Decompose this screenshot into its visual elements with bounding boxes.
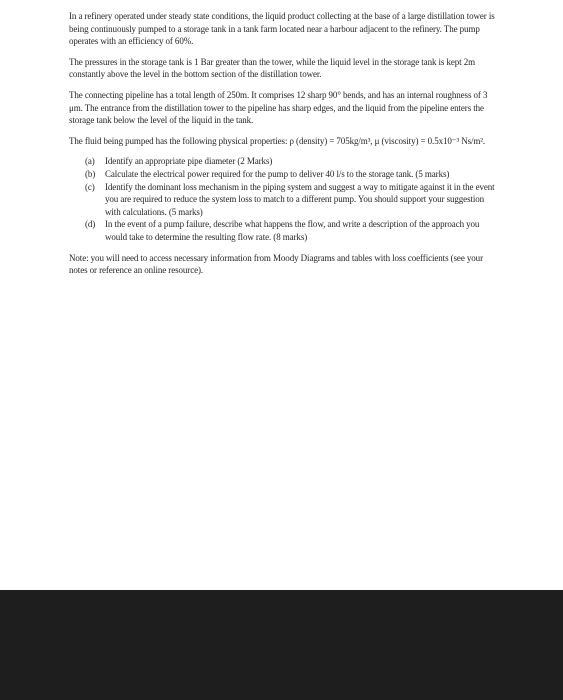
question-text: In the event of a pump failure, describe what happens the flow, and write a description of the approach you would take to determine the resulting flow rate. (8 marks) (105, 219, 480, 242)
paragraph-pipeline: The connecting pipeline has a total length of 250m. It comprises 12 sharp 90° bends, and has an internal roughness of 3 μm. The entrance from the distillation tower to the pipeline has sharp edges, and the liquid from the pipeline enters the storage tank below the level of the liquid in the tank. (69, 89, 488, 126)
question-item (69, 218, 501, 243)
document-body (69, 10, 501, 285)
question-letter: (a) (85, 156, 95, 167)
paragraph-intro: In a refinery operated under steady state conditions, the liquid product collecting at the base of a large distillation tower is being continuously pumped to a storage tank in a tank farm located near a harbour adjacent to the refinery. The pump operates with an efficiency of 60%. (69, 11, 495, 47)
paragraph-pressure: The pressures in the storage tank is 1 Bar greater than the tower, while the liquid level in the storage tank is kept 2m constantly above the level in the bottom section of the distillation tower. (69, 56, 476, 80)
question-letter: (b) (85, 168, 96, 179)
question-list (69, 155, 501, 243)
question-item (69, 181, 501, 219)
paragraph-properties: The fluid being pumped has the following physical properties: ρ (density) = 705kg/m³, μ (viscosity) = 0.5x10⁻³ Ns/m². (69, 135, 486, 146)
question-item (69, 168, 501, 181)
question-text: Identify an appropriate pipe diameter (2 Marks) (105, 156, 273, 167)
question-letter: (d) (85, 219, 96, 230)
question-item (69, 155, 501, 168)
question-letter: (c) (85, 181, 95, 192)
note-paragraph: Note: you will need to access necessary information from Moody Diagrams and tables with loss coefficients (see your notes or reference an online resource). (69, 252, 483, 276)
question-text: Calculate the electrical power required for the pump to deliver 40 l/s to the storage tank. (5 marks) (105, 168, 450, 179)
question-text: Identify the dominant loss mechanism in the piping system and suggest a way to mitigate against it in the event you are required to reduce the system loss to match to a different pump. You should support your suggestion with calculations. (5 marks) (105, 181, 495, 217)
dark-background-area (0, 590, 563, 700)
